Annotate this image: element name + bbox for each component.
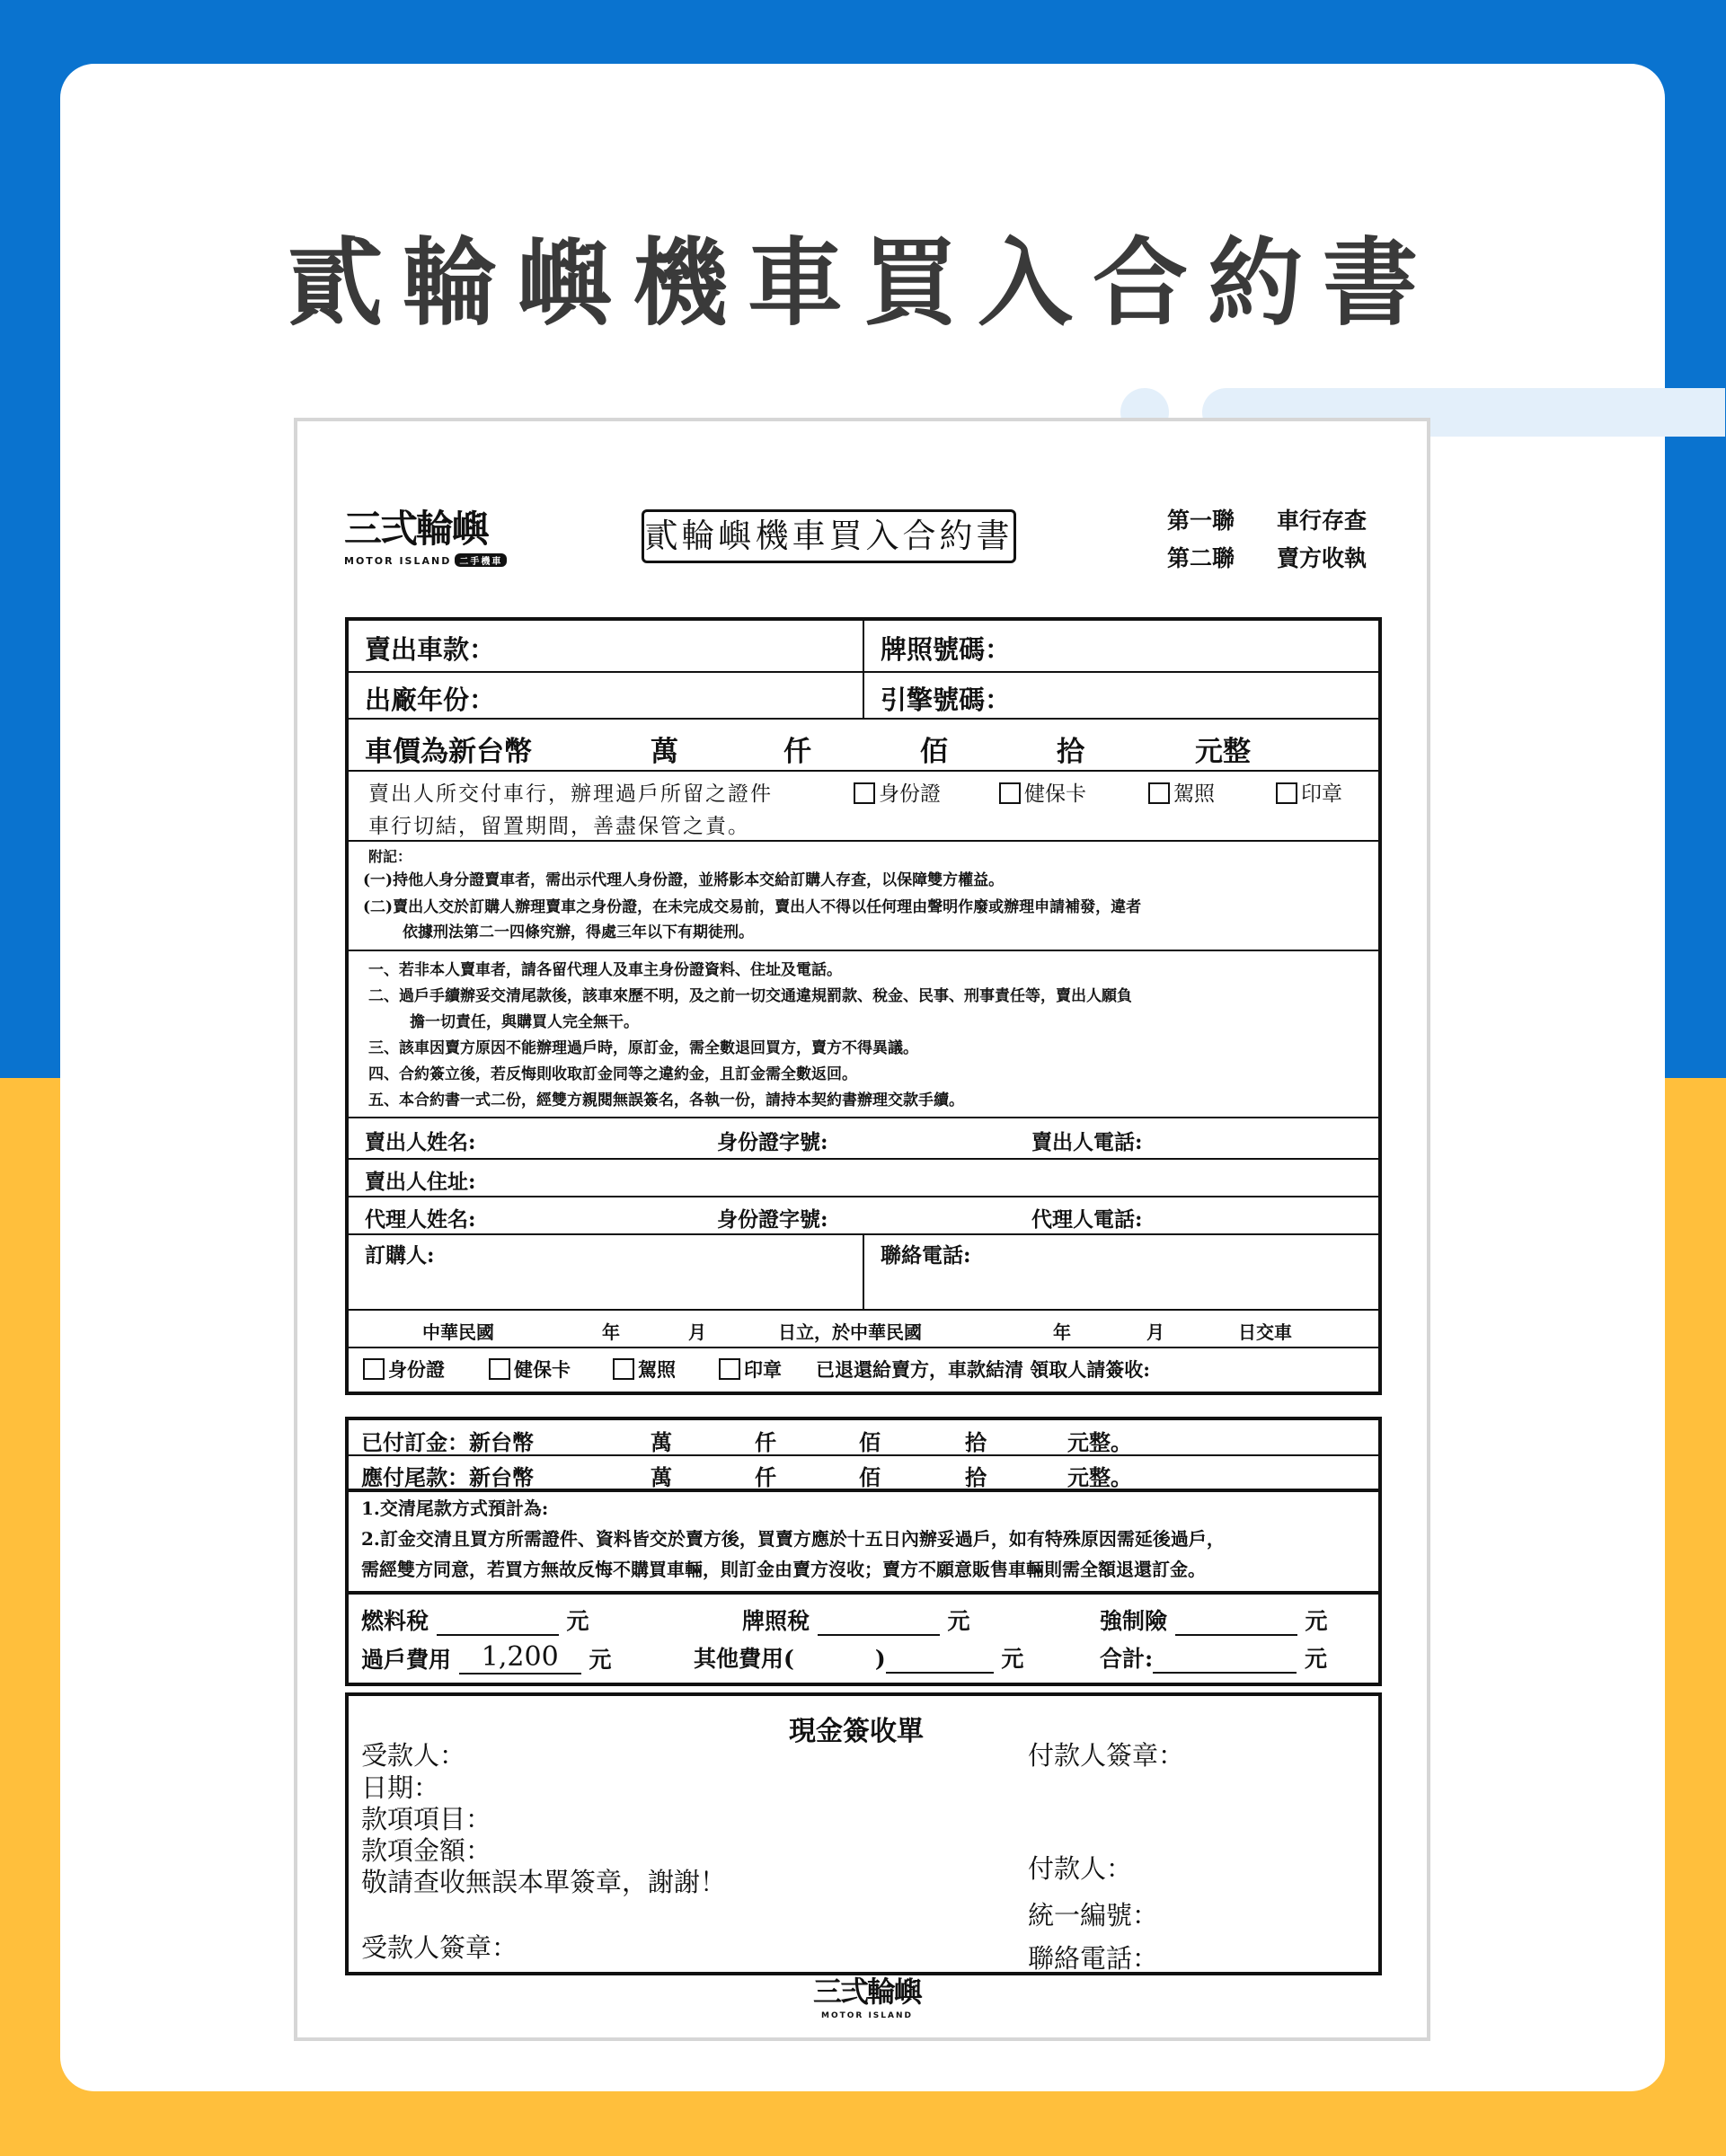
- license-tax-field: [742, 1604, 969, 1636]
- row-fees: [349, 1595, 1378, 1683]
- item-label: 款項項目：: [361, 1804, 492, 1834]
- fuel-tax-blank[interactable]: [437, 1608, 559, 1636]
- unit-qian: 仟: [783, 736, 811, 768]
- fuel-tax-field: [361, 1604, 589, 1636]
- payee-label: 受款人：: [361, 1740, 466, 1771]
- payee-sign-label: 受款人簽章：: [361, 1932, 518, 1963]
- tax-id-label: 統一編號：: [1028, 1900, 1159, 1931]
- unit-shi: 拾: [1057, 736, 1084, 768]
- return-check-seal[interactable]: [719, 1356, 782, 1383]
- checkbox[interactable]: [1276, 782, 1297, 804]
- yuan: 元: [1304, 1646, 1327, 1672]
- total-field: [1100, 1641, 1327, 1674]
- logo-tag: 二手機車: [455, 553, 507, 567]
- doc-check-license[interactable]: [1148, 777, 1215, 807]
- payer-sign-label: 付款人簽章：: [1028, 1740, 1185, 1771]
- note-2: (二)賣出人交於訂購人辦理賣車之身份證，在未完成交易前，賣出人不得以任何理由聲明作廢或辦理申請補發，違者: [363, 898, 1142, 916]
- total-blank[interactable]: [1153, 1646, 1297, 1674]
- divider: [863, 673, 864, 718]
- footer-logo-subtext: MOTOR ISLAND: [821, 2011, 913, 2020]
- receipt-title: 現金簽收單: [789, 1716, 924, 1747]
- plan-line-2: 需經雙方同意，若買方無故反悔不購買車輛，則訂金由賣方沒收；賣方不願意販售車輛則需全額退還訂金。: [361, 1559, 1206, 1580]
- check-label: 健保卡: [1024, 782, 1086, 806]
- other-fee-label: 其他費用(: [694, 1646, 794, 1672]
- payment-section: [345, 1417, 1382, 1686]
- row-documents: [349, 772, 1378, 842]
- brand-logo: [344, 507, 551, 579]
- amount-label: 款項金額：: [361, 1835, 492, 1866]
- row-notes: [349, 842, 1378, 951]
- agent-phone-label: 代理人電話:: [1031, 1207, 1143, 1232]
- transfer-fee-label: 過戶費用: [361, 1647, 452, 1673]
- yuan: 元: [1305, 1608, 1328, 1634]
- return-check-license[interactable]: [613, 1356, 676, 1383]
- transfer-fee-field: [361, 1641, 611, 1674]
- checkbox[interactable]: [489, 1358, 510, 1380]
- row-buyer: [349, 1235, 1378, 1311]
- fuel-tax-label: 燃料稅: [361, 1608, 429, 1634]
- term-2: 二、過戶手續辦妥交清尾款後，該車來歷不明，及之前一切交通違規罰款、稅金、民事、刑事責任等，賣出人願負: [368, 987, 1132, 1005]
- check-label: 身份證: [388, 1358, 445, 1381]
- yuan: 元: [1001, 1646, 1024, 1672]
- deposit-unit-wan: 萬: [651, 1429, 672, 1455]
- row-balance: [349, 1456, 1378, 1492]
- row-model-plate: [349, 621, 1378, 673]
- date-deliver: 日交車: [1238, 1321, 1292, 1343]
- doc-check-seal[interactable]: [1276, 777, 1342, 807]
- copy-desc: 車行存查: [1277, 508, 1368, 534]
- date-year-2: 年: [1053, 1321, 1071, 1343]
- balance-unit-bai: 佰: [859, 1464, 881, 1490]
- return-check-id[interactable]: [363, 1356, 445, 1383]
- row-seller: [349, 1118, 1378, 1160]
- date-month-2: 月: [1146, 1321, 1164, 1343]
- deposit-unit-bai: 佰: [859, 1429, 881, 1455]
- note-1: (一)持他人身分證賣車者，需出示代理人身份證，並將影本交給訂購人存查，以保障雙方權益。: [363, 871, 1005, 889]
- term-5: 五、本合約書一式二份，經雙方親閱無誤簽名，各執一份，請持本契約書辦理交款手續。: [368, 1091, 964, 1109]
- row-date: [349, 1311, 1378, 1348]
- contact-phone-label: 聯絡電話:: [881, 1243, 971, 1268]
- footer-logo-text: 三弍輪嶼: [812, 1975, 921, 2009]
- divider: [863, 621, 864, 671]
- date-roc: 中華民國: [422, 1321, 494, 1343]
- seller-id-label: 身份證字號:: [717, 1130, 828, 1154]
- total-label: 合計:: [1100, 1646, 1154, 1672]
- checkbox[interactable]: [1148, 782, 1170, 804]
- copy-no: 第一聯: [1167, 508, 1235, 534]
- vehicle-and-terms-section: [345, 617, 1382, 1395]
- receipt-note: 敬請查收無誤本單簽章，謝謝！: [361, 1867, 727, 1897]
- date-month: 月: [688, 1321, 706, 1343]
- balance-unit-wan: 萬: [651, 1464, 672, 1490]
- phone-label: 聯絡電話：: [1028, 1943, 1159, 1974]
- yuan: 元: [947, 1608, 970, 1634]
- balance-unit-shi: 拾: [965, 1464, 987, 1490]
- plate-label: 牌照號碼：: [881, 634, 1012, 665]
- date-sign: 日立，於中華民國: [778, 1321, 922, 1343]
- unit-yuan: 元整: [1195, 736, 1251, 768]
- insurance-blank[interactable]: [1175, 1608, 1297, 1636]
- model-label: 賣出車款：: [365, 634, 496, 665]
- check-label: 身份證: [879, 782, 941, 806]
- date-label: 日期：: [361, 1772, 440, 1803]
- row-return: [349, 1348, 1378, 1393]
- term-2-cont: 擔一切責任，與購買人完全無干。: [410, 1013, 639, 1031]
- term-3: 三、該車因賣方原因不能辦理過戶時，原訂金，需全數退回買方，賣方不得異議。: [368, 1039, 918, 1057]
- check-label: 駕照: [1173, 782, 1215, 806]
- row-price: [349, 720, 1378, 772]
- date-year: 年: [602, 1321, 620, 1343]
- checkbox[interactable]: [719, 1358, 740, 1380]
- term-1: 一、若非本人賣車者，請各留代理人及車主身份證資料、住址及電話。: [368, 961, 842, 979]
- other-fee-blank[interactable]: [886, 1646, 994, 1674]
- document-title: 貳輪嶼機車買入合約書: [642, 509, 1016, 563]
- balance-label: 應付尾款：新台幣: [361, 1464, 534, 1490]
- deposit-unit-qian: 仟: [755, 1429, 776, 1455]
- page-title: 貳輪嶼機車買入合約書: [288, 228, 1438, 339]
- yuan: 元: [566, 1608, 589, 1634]
- deposit-unit-shi: 拾: [965, 1429, 987, 1455]
- note-2-cont: 依據刑法第二一四條究辦，得處三年以下有期徒刑。: [403, 923, 754, 941]
- copy-line-2: [1167, 540, 1367, 578]
- documents-text-2: 車行切結，留置期間，善盡保管之責。: [368, 815, 750, 838]
- other-fee-close: ): [874, 1646, 886, 1672]
- contract-document: [294, 418, 1430, 2041]
- deposit-unit-yuan: 元整。: [1067, 1429, 1132, 1455]
- checkbox[interactable]: [363, 1358, 385, 1380]
- copy-line-1: [1167, 502, 1367, 540]
- seller-phone-label: 賣出人電話:: [1031, 1130, 1143, 1154]
- checkbox[interactable]: [999, 782, 1021, 804]
- return-text: 已退還給賣方，車款結清 領取人請簽收:: [816, 1358, 1151, 1381]
- notes-title: 附記：: [368, 848, 412, 865]
- copy-desc: 賣方收執: [1277, 545, 1368, 571]
- logo-subtext: [344, 553, 551, 567]
- unit-wan: 萬: [651, 736, 678, 768]
- documents-text-1: 賣出人所交付車行，辦理過戶所留之證件: [368, 782, 773, 806]
- check-label: 健保卡: [514, 1358, 571, 1381]
- row-agent: [349, 1197, 1378, 1235]
- license-tax-blank[interactable]: [818, 1608, 940, 1636]
- year-label: 出廠年份：: [365, 685, 496, 715]
- check-label: 印章: [1301, 782, 1342, 806]
- doc-check-id[interactable]: [854, 777, 941, 807]
- insurance-field: [1100, 1604, 1327, 1636]
- cash-receipt-section: [345, 1692, 1382, 1975]
- doc-check-health-card[interactable]: [999, 777, 1086, 807]
- seller-name-label: 賣出人姓名:: [365, 1130, 476, 1154]
- other-fee-field: [694, 1641, 1023, 1674]
- payer-label: 付款人：: [1028, 1853, 1133, 1884]
- insurance-label: 強制險: [1100, 1608, 1168, 1634]
- footer-logo: [759, 1974, 975, 2037]
- balance-unit-yuan: 元整。: [1067, 1464, 1132, 1490]
- transfer-fee-value[interactable]: 1,200: [459, 1641, 581, 1674]
- agent-id-label: 身份證字號:: [717, 1207, 828, 1232]
- row-seller-address: [349, 1160, 1378, 1197]
- checkbox[interactable]: [613, 1358, 634, 1380]
- copy-distribution: [1167, 502, 1367, 578]
- price-label: 車價為新台幣: [365, 736, 532, 768]
- engine-label: 引擎號碼：: [881, 685, 1012, 715]
- check-label: 印章: [744, 1358, 782, 1381]
- seller-address-label: 賣出人住址:: [365, 1170, 476, 1194]
- logo-text: 三弍輪嶼: [344, 507, 489, 551]
- yuan: 元: [589, 1647, 612, 1673]
- row-terms: [349, 951, 1378, 1118]
- row-deposit: [349, 1420, 1378, 1456]
- agent-name-label: 代理人姓名:: [365, 1207, 476, 1232]
- deposit-label: 已付訂金：新台幣: [361, 1429, 534, 1455]
- term-4: 四、合約簽立後，若反悔則收取訂金同等之違約金，且訂金需全數返回。: [368, 1065, 857, 1083]
- row-plan: [349, 1492, 1378, 1595]
- balance-unit-qian: 仟: [755, 1464, 776, 1490]
- logo-sub-label: MOTOR ISLAND: [344, 555, 452, 567]
- divider: [863, 1235, 864, 1309]
- check-label: 駕照: [638, 1358, 676, 1381]
- unit-bai: 佰: [920, 736, 948, 768]
- copy-no: 第二聯: [1167, 545, 1235, 571]
- plan-line-1: 2.訂金交清且買方所需證件、資料皆交於賣方後，買賣方應於十五日內辦妥過戶，如有特殊原因需延後過戶，: [361, 1528, 1225, 1550]
- checkbox[interactable]: [854, 782, 875, 804]
- license-tax-label: 牌照稅: [742, 1608, 810, 1634]
- row-year-engine: [349, 673, 1378, 720]
- plan-title: 1.交清尾款方式預計為:: [361, 1498, 549, 1519]
- buyer-label: 訂購人:: [365, 1243, 435, 1268]
- return-check-health-card[interactable]: [489, 1356, 571, 1383]
